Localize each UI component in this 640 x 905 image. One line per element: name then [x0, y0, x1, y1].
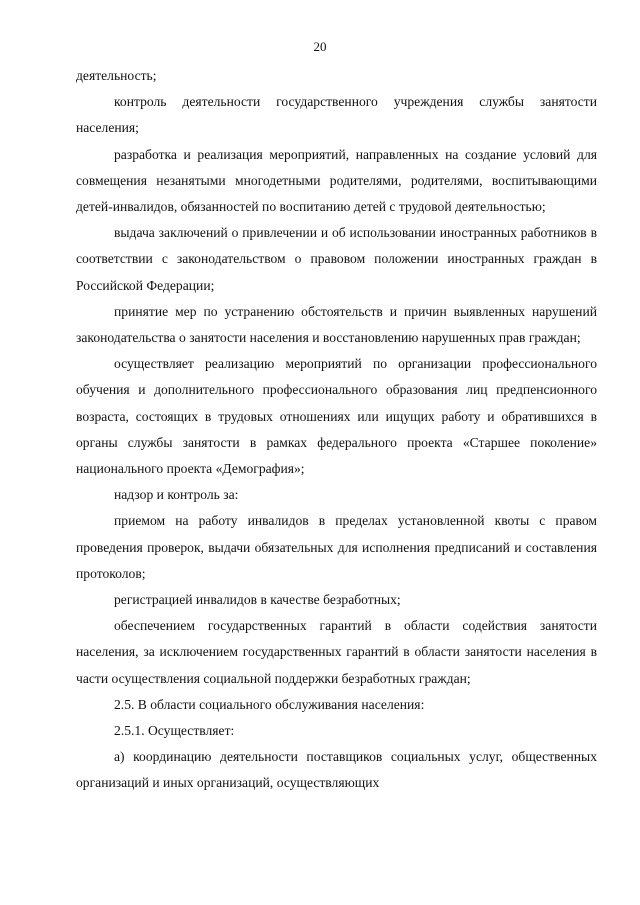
section-heading-2-5: 2.5. В области социального обслуживания населения: — [114, 696, 425, 712]
paragraph-large-families-measures: разработка и реализация мероприятий, направленных на создание условий для совмещения незанятыми многодетными родителями, родителями, воспитывающими детей-инвалидов, обязанностей по воспитанию детей с трудовой деятельностью; — [76, 146, 597, 215]
paragraph-state-guarantees: обеспечением государственных гарантий в области содействия занятости населения, за исключением государственных гарантий в области занятости населения в части осуществления социальной поддержки безработных граждан; — [76, 618, 597, 686]
paragraph-control-employment-service: контроль деятельности государственного учреждения службы занятости населения; — [76, 94, 597, 136]
page-number: 20 — [313, 39, 327, 54]
document-body — [76, 63, 597, 797]
paragraph-violations-measures: принятие мер по устранению обстоятельств и причин выявленных нарушений законодательства о занятости населения и восстановлению нарушенных прав граждан; — [76, 303, 597, 346]
paragraph-disabled-quota: приемом на работу инвалидов в пределах установленной квоты с правом проведения проверок, выдачи обязательных для исполнения предписаний и составления протоколов; — [76, 513, 597, 581]
paragraph-pre-retirement-training: осуществляет реализацию мероприятий по организации профессионального обучения и дополнительного профессионального образования лиц предпенсионного возраста, состоящих в трудовых отношениях или ищущих работу и обратившихся в органы службы занятости в рамках федерального проекта «Старшее поколение» национального проекта «Демография»; — [76, 356, 597, 477]
paragraph-continuation: деятельность; — [76, 68, 157, 83]
section-heading-2-5-1: 2.5.1. Осуществляет: — [114, 723, 235, 739]
paragraph-foreign-workers: выдача заключений о привлечении и об использовании иностранных работников в соответствии с законодательством о правовом положении иностранных граждан в Российской Федерации; — [76, 225, 597, 293]
paragraph-supervision-heading: надзор и контроль за: — [114, 487, 239, 503]
paragraph-disabled-registration: регистрацией инвалидов в качестве безработных; — [114, 592, 401, 608]
paragraph-item-a-coordination: а) координацию деятельности поставщиков социальных услуг, общественных организаций и иных организаций, осуществляющих — [76, 749, 597, 791]
